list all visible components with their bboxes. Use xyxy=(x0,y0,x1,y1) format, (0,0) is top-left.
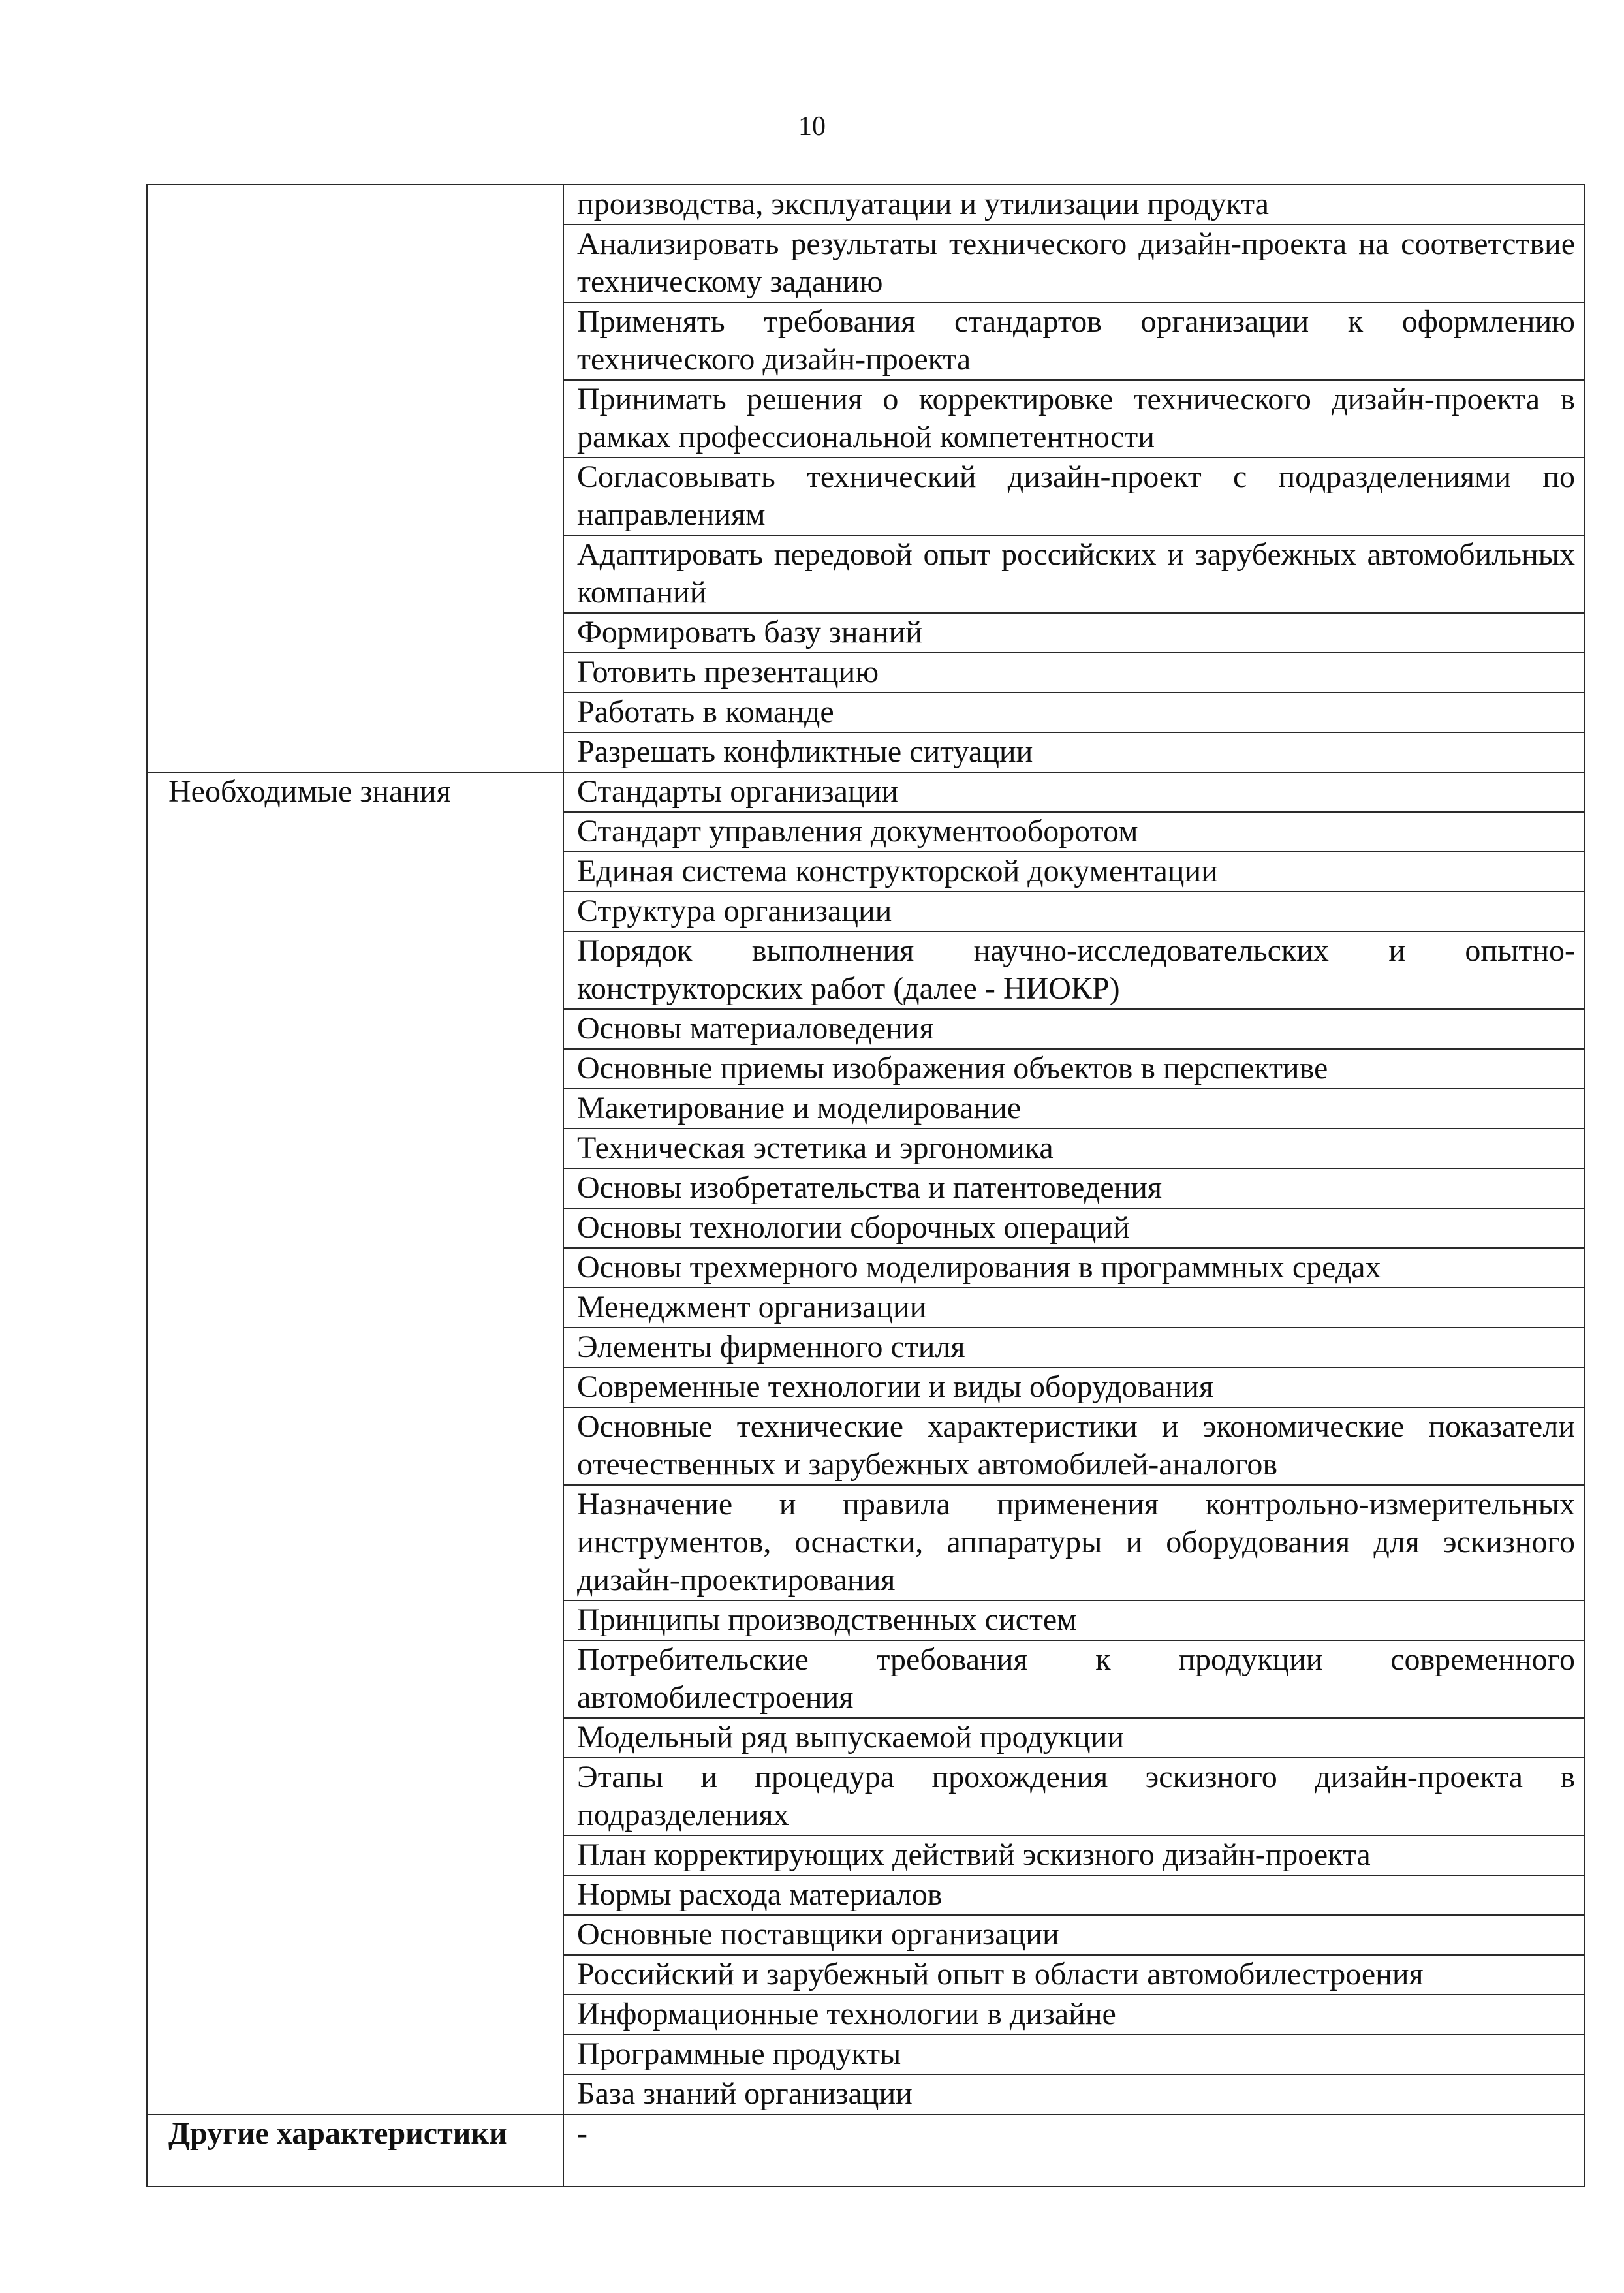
requirement-item: Техническая эстетика и эргономика xyxy=(563,1129,1585,1168)
requirement-item: Согласовывать технический дизайн-проект с подразделениями по направлениям xyxy=(563,458,1585,535)
requirement-item: Менеджмент организации xyxy=(563,1288,1585,1328)
requirement-item: Потребительские требования к продукции современного автомобилестроения xyxy=(563,1640,1585,1718)
section-label-cell xyxy=(147,772,563,2114)
requirement-item: Основные технические характеристики и экономические показатели отечественных и зарубежных автомобилей-аналогов xyxy=(563,1407,1585,1485)
table-row xyxy=(147,185,1585,225)
requirement-item: Принципы производственных систем xyxy=(563,1600,1585,1640)
section-label-cell xyxy=(147,185,563,772)
section-label: Другие характеристики xyxy=(168,2116,507,2151)
requirement-item: Этапы и процедура прохождения эскизного дизайн-проекта в подразделениях xyxy=(563,1758,1585,1835)
requirement-item: Нормы расхода материалов xyxy=(563,1875,1585,1915)
requirement-item: Информационные технологии в дизайне xyxy=(563,1995,1585,2035)
requirement-item: Разрешать конфликтные ситуации xyxy=(563,732,1585,772)
requirement-item: План корректирующих действий эскизного дизайн-проекта xyxy=(563,1835,1585,1875)
requirement-item: производства, эксплуатации и утилизации продукта xyxy=(563,185,1585,225)
requirement-item: Основы трехмерного моделирования в программных средах xyxy=(563,1248,1585,1288)
requirement-item: Современные технологии и виды оборудования xyxy=(563,1367,1585,1407)
requirement-item: Анализировать результаты технического дизайн-проекта на соответствие техническому заданию xyxy=(563,225,1585,302)
requirement-item: Основы технологии сборочных операций xyxy=(563,1208,1585,1248)
requirement-item: Адаптировать передовой опыт российских и зарубежных автомобильных компаний xyxy=(563,535,1585,613)
page-number: 10 xyxy=(798,112,826,142)
requirement-item: Единая система конструкторской документации xyxy=(563,852,1585,892)
requirement-item: Основы материаловедения xyxy=(563,1009,1585,1049)
requirement-item: Модельный ряд выпускаемой продукции xyxy=(563,1718,1585,1758)
table-row xyxy=(147,772,1585,812)
requirement-item: Основы изобретательства и патентоведения xyxy=(563,1168,1585,1208)
requirement-item: - xyxy=(563,2114,1585,2187)
requirement-item: Программные продукты xyxy=(563,2035,1585,2074)
requirement-item: Стандарты организации xyxy=(563,772,1585,812)
requirement-item: Работать в команде xyxy=(563,693,1585,732)
requirement-item: Назначение и правила применения контрольно-измерительных инструментов, оснастки, аппаратуры и оборудования для эскизного дизайн-проектирования xyxy=(563,1485,1585,1600)
requirement-item: Принимать решения о корректировке технического дизайн-проекта в рамках профессиональной компетентности xyxy=(563,380,1585,458)
requirement-item: Основные приемы изображения объектов в перспективе xyxy=(563,1049,1585,1089)
section-label-cell xyxy=(147,2114,563,2187)
requirement-item: Структура организации xyxy=(563,892,1585,931)
table-row xyxy=(147,2114,1585,2187)
requirement-item: Макетирование и моделирование xyxy=(563,1089,1585,1129)
requirement-item: База знаний организации xyxy=(563,2074,1585,2114)
section-label: Необходимые знания xyxy=(168,774,451,809)
requirements-table xyxy=(146,184,1585,2187)
requirement-item: Порядок выполнения научно-исследовательских и опытно-конструкторских работ (далее - НИОКР) xyxy=(563,931,1585,1009)
requirement-item: Элементы фирменного стиля xyxy=(563,1328,1585,1367)
requirement-item: Основные поставщики организации xyxy=(563,1915,1585,1955)
requirement-item: Готовить презентацию xyxy=(563,653,1585,693)
requirement-item: Применять требования стандартов организации к оформлению технического дизайн-проекта xyxy=(563,302,1585,380)
requirement-item: Стандарт управления документооборотом xyxy=(563,812,1585,852)
requirement-item: Российский и зарубежный опыт в области автомобилестроения xyxy=(563,1955,1585,1995)
requirements-table-body xyxy=(147,185,1585,2187)
requirement-item: Формировать базу знаний xyxy=(563,613,1585,653)
